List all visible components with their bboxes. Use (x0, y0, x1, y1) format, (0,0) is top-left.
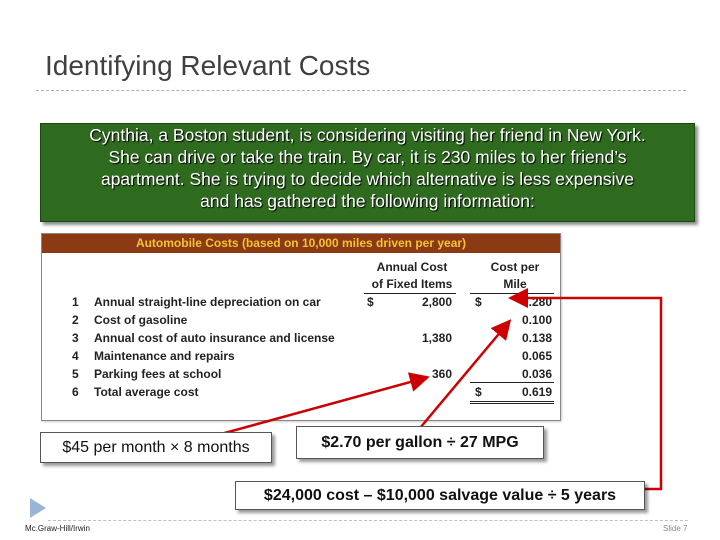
row-number: 5 (72, 367, 79, 381)
row-label: Annual cost of auto insurance and license (94, 331, 335, 345)
row-per-mile: 0.036 (521, 367, 552, 381)
row-fixed-cost: 1,380 (421, 331, 452, 345)
row-per-mile: 0.065 (521, 349, 552, 363)
row-dollar-per-mile: $ (475, 385, 482, 399)
scenario-line-2: She can drive or take the train. By car, it is 230 miles to her friend’s (108, 147, 627, 167)
depreciation-callout: $24,000 cost – $10,000 salvage value ÷ 5 years (235, 481, 645, 510)
row-dollar-fixed: $ (367, 295, 374, 309)
row-number: 6 (72, 385, 79, 399)
row-number: 3 (72, 331, 79, 345)
row-number: 1 (72, 295, 79, 309)
row-number: 2 (72, 313, 79, 327)
triangle-bullet-icon (30, 498, 46, 518)
table-header: Automobile Costs (based on 10,000 miles driven per year) (42, 234, 560, 253)
row-per-mile: 0.138 (521, 331, 552, 345)
row-per-mile: 0.280 (521, 295, 552, 309)
fixed-cost-header-1: Annual Cost (376, 260, 448, 274)
per-mile-header-2: Mile (503, 277, 527, 291)
fixed-cost-header-2: of Fixed Items (371, 277, 453, 291)
row-per-mile: 0.100 (521, 313, 552, 327)
row-label: Maintenance and repairs (94, 349, 235, 363)
row-fixed-cost: 2,800 (421, 295, 452, 309)
parking-callout: $45 per month × 8 months (40, 432, 272, 463)
scenario-line-3: apartment. She is trying to decide which alternative is less expensive (100, 169, 635, 189)
row-label: Annual straight-line depreciation on car (94, 295, 321, 309)
row-per-mile: 0.619 (521, 385, 552, 399)
row-label: Parking fees at school (94, 367, 222, 381)
slide-title: Identifying Relevant Costs (45, 50, 371, 81)
scenario-line-4: and has gathered the following information: (200, 191, 535, 211)
row-number: 4 (72, 349, 79, 363)
depreciation-arrow (513, 298, 661, 489)
gasoline-callout: $2.70 per gallon ÷ 27 MPG (296, 426, 544, 459)
footer-divider (48, 520, 688, 521)
per-mile-header-1: Cost per (490, 260, 540, 274)
publisher-footer: Mc.Graw-Hill/Irwin (25, 524, 90, 533)
row-dollar-per-mile: $ (475, 295, 482, 309)
scenario-line-1: Cynthia, a Boston student, is considering visiting her friend in New York. (89, 125, 646, 145)
gasoline-arrow (420, 323, 508, 428)
row-fixed-cost: 360 (431, 367, 452, 381)
slide-number: Slide 7 (663, 524, 688, 533)
row-label: Total average cost (94, 385, 199, 399)
row-label: Cost of gasoline (94, 313, 188, 327)
